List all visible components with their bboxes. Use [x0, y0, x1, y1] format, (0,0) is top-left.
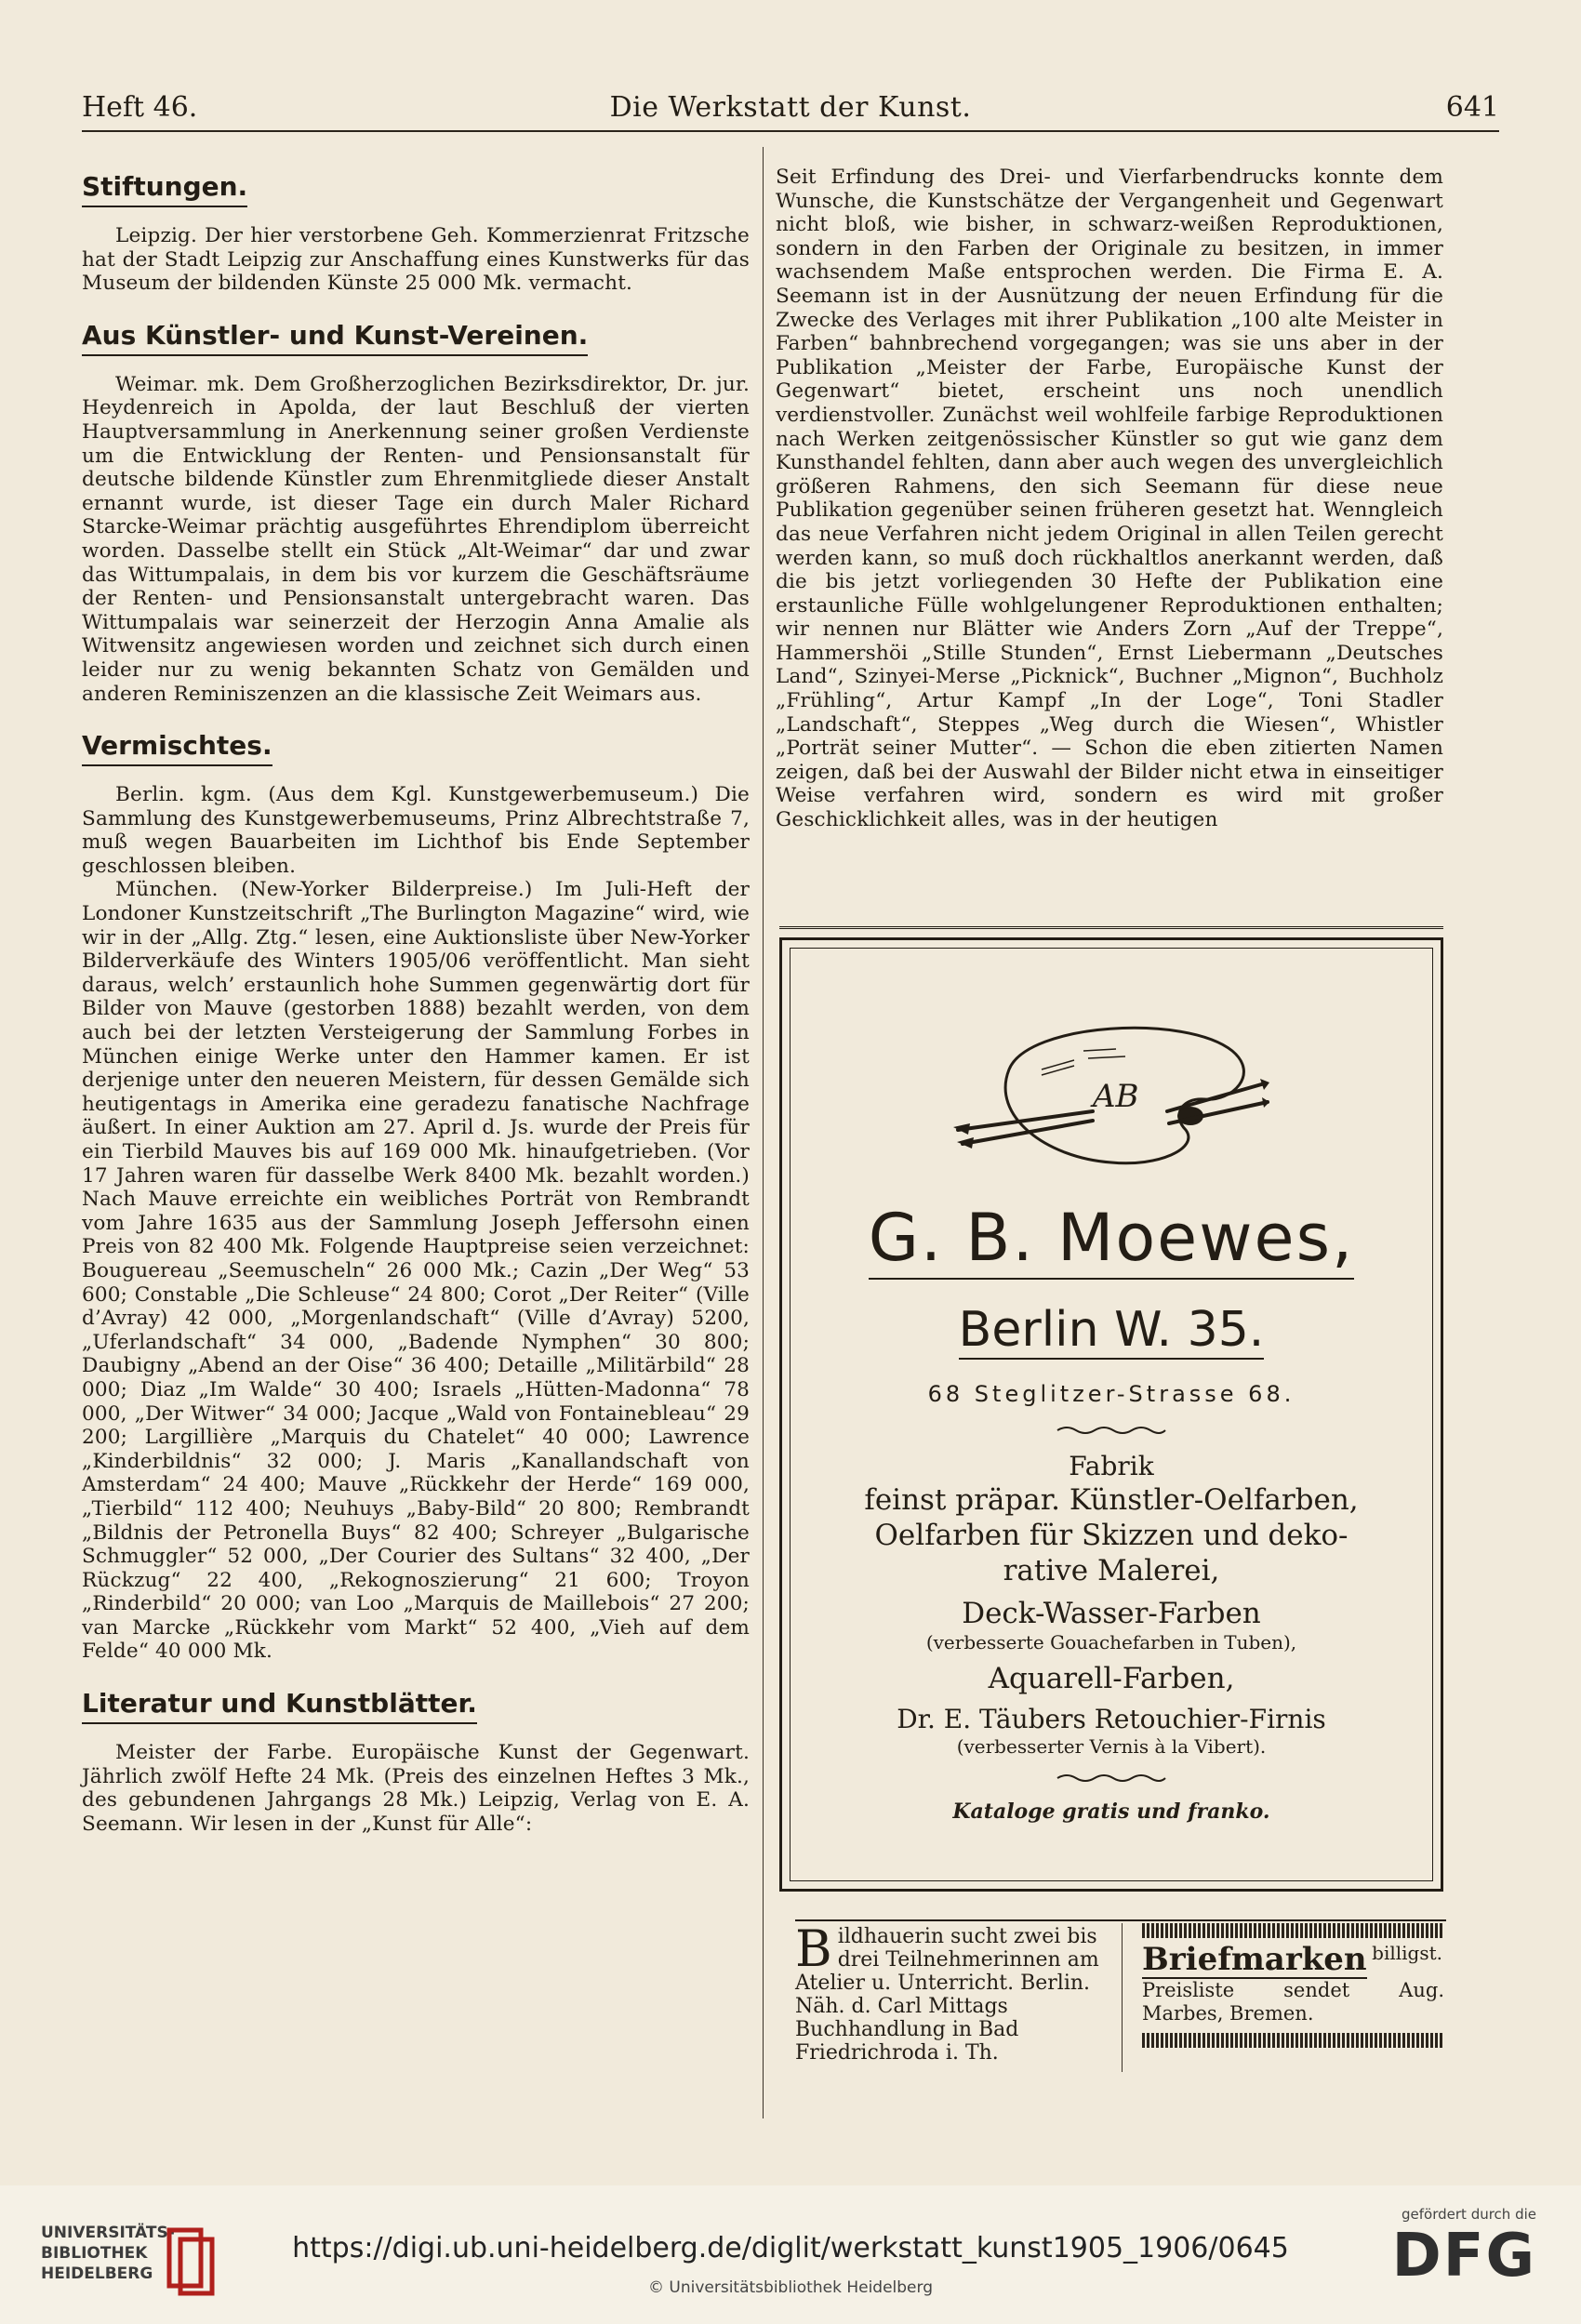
swash-ornament	[790, 1423, 1432, 1441]
article-muenchen: München. (New-Yorker Bilderpreise.) Im Juli-Heft der Londoner Kunstzeitschrift „The Burlington Magazine“ wird, wie wir in der „Allg. Ztg.“ lesen, eine Auktionsliste über New-Yorker Bilderverkäufe des Winters 1905/06 veröffentlicht. Man sieht daraus, welch’ erstaunlich hohe Summen gegenwärtig dort für Bilder von Mauve (gestorben 1888) bezahlt werden, von dem auch bei der letzten Versteigerung der Sammlung Forbes in München einige Werke unter den Hammer kamen. Er ist derjenige unter den neueren Meistern, für dessen Gemälde sich heutigentags in Amerika eine geradezu fanatische Nachfrage äußert. In einer Auktion am 27. April d. Js. wurde der Preis für ein Tierbild Mauves bis auf 169 000 Mk. hinaufgetrieben. (Vor 17 Jahren waren für dasselbe Werk 8400 Mk. bezahlt worden.) Nach Mauve erreichte ein weibliches Porträt von Rembrandt vom Jahre 1635 aus der Sammlung Joseph Jeffersohn einen Preis von 82 400 Mk. Folgende Hauptpreise seien verzeichnet: Bouguereau „Seemuscheln“ 26 000 Mk.; Cazin „Der Weg“ 53 600; Constable „Die Schleuse“ 24 800; Corot „Der Reiter“ (Ville d’Avray) 42 000, „Morgenlandschaft“ (Ville d’Avray) 5200, „Uferlandschaft“ 34 000, „Badende Nymphen“ 30 800; Daubigny „Abend an der Oise“ 36 400; Detaille „Militärbild“ 28 000; Diaz „Im Walde“ 30 400; Israels „Hütten-Madonna“ 78 000, „Der Witwer“ 34 000; Jacque „Wald von Fontainebleau“ 29 200; Largillière „Marquis du Chatelet“ 40 000; Lawrence „Kinderbildnis“ 32 000; J. Maris „Kanallandschaft von Amsterdam“ 24 400; Mauve „Rückkehr der Herde“ 169 000, „Tierbild“ 112 400; Neuhuys „Baby-Bild“ 20 800; Rembrandt „Bildnis der Petronella Buys“ 82 400; Schreyer „Bulgarische Schmuggler“ 52 000, „Der Courier des Sultans“ 32 400, „Der Rückzug“ 22 400, „Rekognoszierung“ 21 600; Troyon „Rinderbild“ 20 000; van Loo „Marquis de Maillebois“ 27 200; van Marcke „Rückkehr vom Markt“ 52 400, „Vieh auf dem Felde“ 40 000 Mk.	[82, 878, 750, 1664]
column-divider	[763, 147, 764, 2118]
logo-monogram: AB	[1093, 1078, 1139, 1115]
right-column	[776, 166, 1443, 832]
briefmarken-billigst: billigst.	[1372, 1942, 1442, 1964]
small-ads-rule	[795, 1919, 1446, 1921]
left-column	[82, 166, 750, 1836]
library-name: UNIVERSITÄTS- BIBLIOTHEK HEIDELBERG	[41, 2224, 175, 2283]
advert-line-vibert: (verbesserter Vernis à la Vibert).	[956, 1735, 1267, 1758]
advert-catalog: Kataloge gratis und franko.	[952, 1799, 1270, 1824]
article-meister-der-farbe: Meister der Farbe. Europäische Kunst der Gegenwart. Jährlich zwölf Hefte 24 Mk. (Preis des einzelnen Heftes 3 Mk., des gebundenen Jahrgangs 28 Mk.) Leipzig, Verlag von E. A. Seemann. Wir lesen in der „Kunst für Alle“:	[82, 1741, 750, 1836]
advert-line-oelfarben: feinst präpar. Künstler-Oelfarben,	[864, 1483, 1359, 1517]
page-number: 641	[1445, 91, 1499, 124]
small-ads-divider	[1122, 1923, 1123, 2072]
heading-stiftungen: Stiftungen.	[82, 171, 247, 207]
article-berlin: Berlin. kgm. (Aus dem Kgl. Kunstgewerbemuseum.) Die Sammlung des Kunstgewerbemuseums, Prinz Albrechtstraße 7, muß wegen Bauarbeiten im Lichthof bis Ende September geschlossen bleiben.	[82, 783, 750, 878]
advert-line-aquarell: Aquarell-Farben,	[988, 1662, 1235, 1695]
dfg-logo[interactable]	[1369, 2206, 1536, 2308]
issue-number: Heft 46.	[82, 91, 198, 124]
small-ad-bildhauerin	[795, 1919, 1107, 2065]
article-weimar: Weimar. mk. Dem Großherzoglichen Bezirksdirektor, Dr. jur. Heydenreich in Apolda, der laut Beschluß der vierten Hauptversammlung in Anerkennung seiner großen Verdienste um die Entwicklung der Renten- und Pensionsanstalt für deutsche bildende Künstler zum Ehrenmitgliede dieser Anstalt ernannt wurde, ist dieser Tage ein durch Maler Richard Starcke-Weimar prächtig ausgeführtes Ehrendiplom überreicht worden. Dasselbe stellt ein Stück „Alt-Weimar“ dar und zwar das Wittumpalais, in dem bis vor kurzem die Geschäftsräume der Renten- und Pensionsanstalt untergebracht waren. Das Wittumpalais war seinerzeit der Herzogin Anna Amalie als Witwensitz angewiesen worden und zeichnet sich durch einen leider nur zu wenig bekannten Schatz von Gemälden und anderen Reminiszenzen an die klassische Zeit Weimars aus.	[82, 372, 750, 706]
swash-icon	[1056, 1423, 1167, 1438]
advert-line-deckfarben: Deck-Wasser-Farben	[962, 1597, 1261, 1630]
palette-icon	[953, 1014, 1269, 1172]
briefmarken-text: Preisliste sendet Aug. Marbes, Bremen.	[1142, 1979, 1444, 2025]
journal-title: Die Werkstatt der Kunst.	[609, 91, 972, 124]
swash-icon	[1056, 1771, 1167, 1786]
permalink-url[interactable]: https://digi.ub.uni-heidelberg.de/diglit/werkstatt_kunst1905_1906/0645	[292, 2232, 1289, 2264]
running-head	[82, 91, 1499, 128]
advert-products	[809, 1451, 1414, 1828]
advert-inner-frame	[790, 948, 1433, 1881]
ad-initial: B	[795, 1919, 832, 1978]
small-ad-briefmarken	[1142, 1923, 1444, 2048]
article-leipzig: Leipzig. Der hier verstorbene Geh. Kommerzienrat Fritzsche hat der Stadt Leipzig zur Anschaffung eines Kunstwerks für das Museum der bildenden Künste 25 000 Mk. vermacht.	[82, 224, 750, 296]
palette-logo	[790, 1014, 1432, 1172]
advert-line-malerei: rative Malerei,	[1003, 1554, 1220, 1587]
heading-vermischtes: Vermischtes.	[82, 730, 272, 766]
advert-company: G. B. Moewes,	[790, 1200, 1432, 1276]
briefmarken-title-row	[1142, 1938, 1444, 1978]
hatch-bar-bottom	[1142, 2033, 1444, 2048]
advert-line-skizzen: Oelfarben für Skizzen und deko-	[874, 1519, 1348, 1552]
advert-street: 68 Steglitzer-Strasse 68.	[927, 1381, 1295, 1407]
heading-vereine: Aus Künstler- und Kunst-Vereinen.	[82, 320, 588, 356]
advert-line-fabrik: Fabrik	[1069, 1451, 1154, 1481]
advert-city: Berlin W. 35.	[958, 1302, 1265, 1358]
funder-name: DFG	[1391, 2222, 1536, 2291]
advert-line-gouache: (verbesserte Gouachefarben in Tuben),	[925, 1631, 1297, 1653]
header-rule	[82, 130, 1499, 132]
heading-literatur: Literatur und Kunstblätter.	[82, 1688, 477, 1724]
hatch-bar-top	[1142, 1923, 1444, 1938]
funder-note: gefördert durch die	[1402, 2206, 1536, 2223]
article-continued: Seit Erfindung des Drei- und Vierfarbendrucks konnte dem Wunsche, die Kunstschätze der Vergangenheit und Gegenwart nicht bloß, wie bisher, in schwarz-weißen Reproduktionen, sondern in den Farben der Originale zu besitzen, in immer wachsendem Maße entsprochen werden. Die Firma E. A. Seemann ist in der Ausnützung der neuen Erfindung für die Zwecke des Verlages mit ihrer Publikation „100 alte Meister in Farben“ bahnbrechend vorgegangen; was sie uns aber in der Publikation „Meister der Farbe, Europäische Kunst der Gegenwart“ bietet, erscheint uns noch unendlich verdienstvoller. Zunächst weil wohlfeile farbige Reproduktionen nach Werken zeitgenössischer Künstler so gut wie ganz dem Kunsthandel fehlten, dann aber auch wegen des unvergleichlich größeren Rahmens, den sich Seemann für diese neue Publikation gegenüber seinen früheren gesetzt hat. Wenngleich das neue Verfahren nicht jedem Original in allen Teilen gerecht werden kann, so muß doch rückhaltlos anerkannt werden, daß die bis jetzt vorliegenden 30 Hefte der Publikation eine erstaunliche Fülle wohlgelungener Reproduktionen enthalten; wir nennen nur Blätter wie Anders Zorn „Auf der Treppe“, Hammershöi „Stille Stunden“, Ernst Liebermann „Deutsches Land“, Szinyei-Merse „Picknick“, Buchner „Mignon“, Buchholz „Frühling“, Artur Kampf „In der Loge“, Toni Stadler „Landschaft“, Steppes „Weg durch die Wiesen“, Whistler „Porträt seiner Mutter“. — Schon die eben zitierten Namen zeigen, daß bei der Auswahl der Bilder nicht etwa in einseitiger Weise verfahren wird, sondern es wird mit großer Geschicklichkeit alles, was in der heutigen	[776, 166, 1443, 832]
viewer-footer	[0, 2185, 1581, 2324]
briefmarken-title: Briefmarken	[1142, 1941, 1367, 1978]
advert-moewes	[779, 937, 1443, 1892]
advert-top-rule	[779, 926, 1443, 933]
copyright-notice: © Universitätsbibliothek Heidelberg	[647, 2278, 933, 2297]
ad-text-bildhauerin: ildhauerin sucht zwei bis drei Teilnehmerinnen am Atelier u. Unterricht. Berlin. Näh. d. Carl Mittags Buchhandlung in Bad Friedrichroda i. Th.	[795, 1925, 1099, 2065]
swash-ornament-2	[809, 1771, 1414, 1789]
advert-line-firnis: Dr. E. Täubers Retouchier-Firnis	[897, 1704, 1326, 1734]
